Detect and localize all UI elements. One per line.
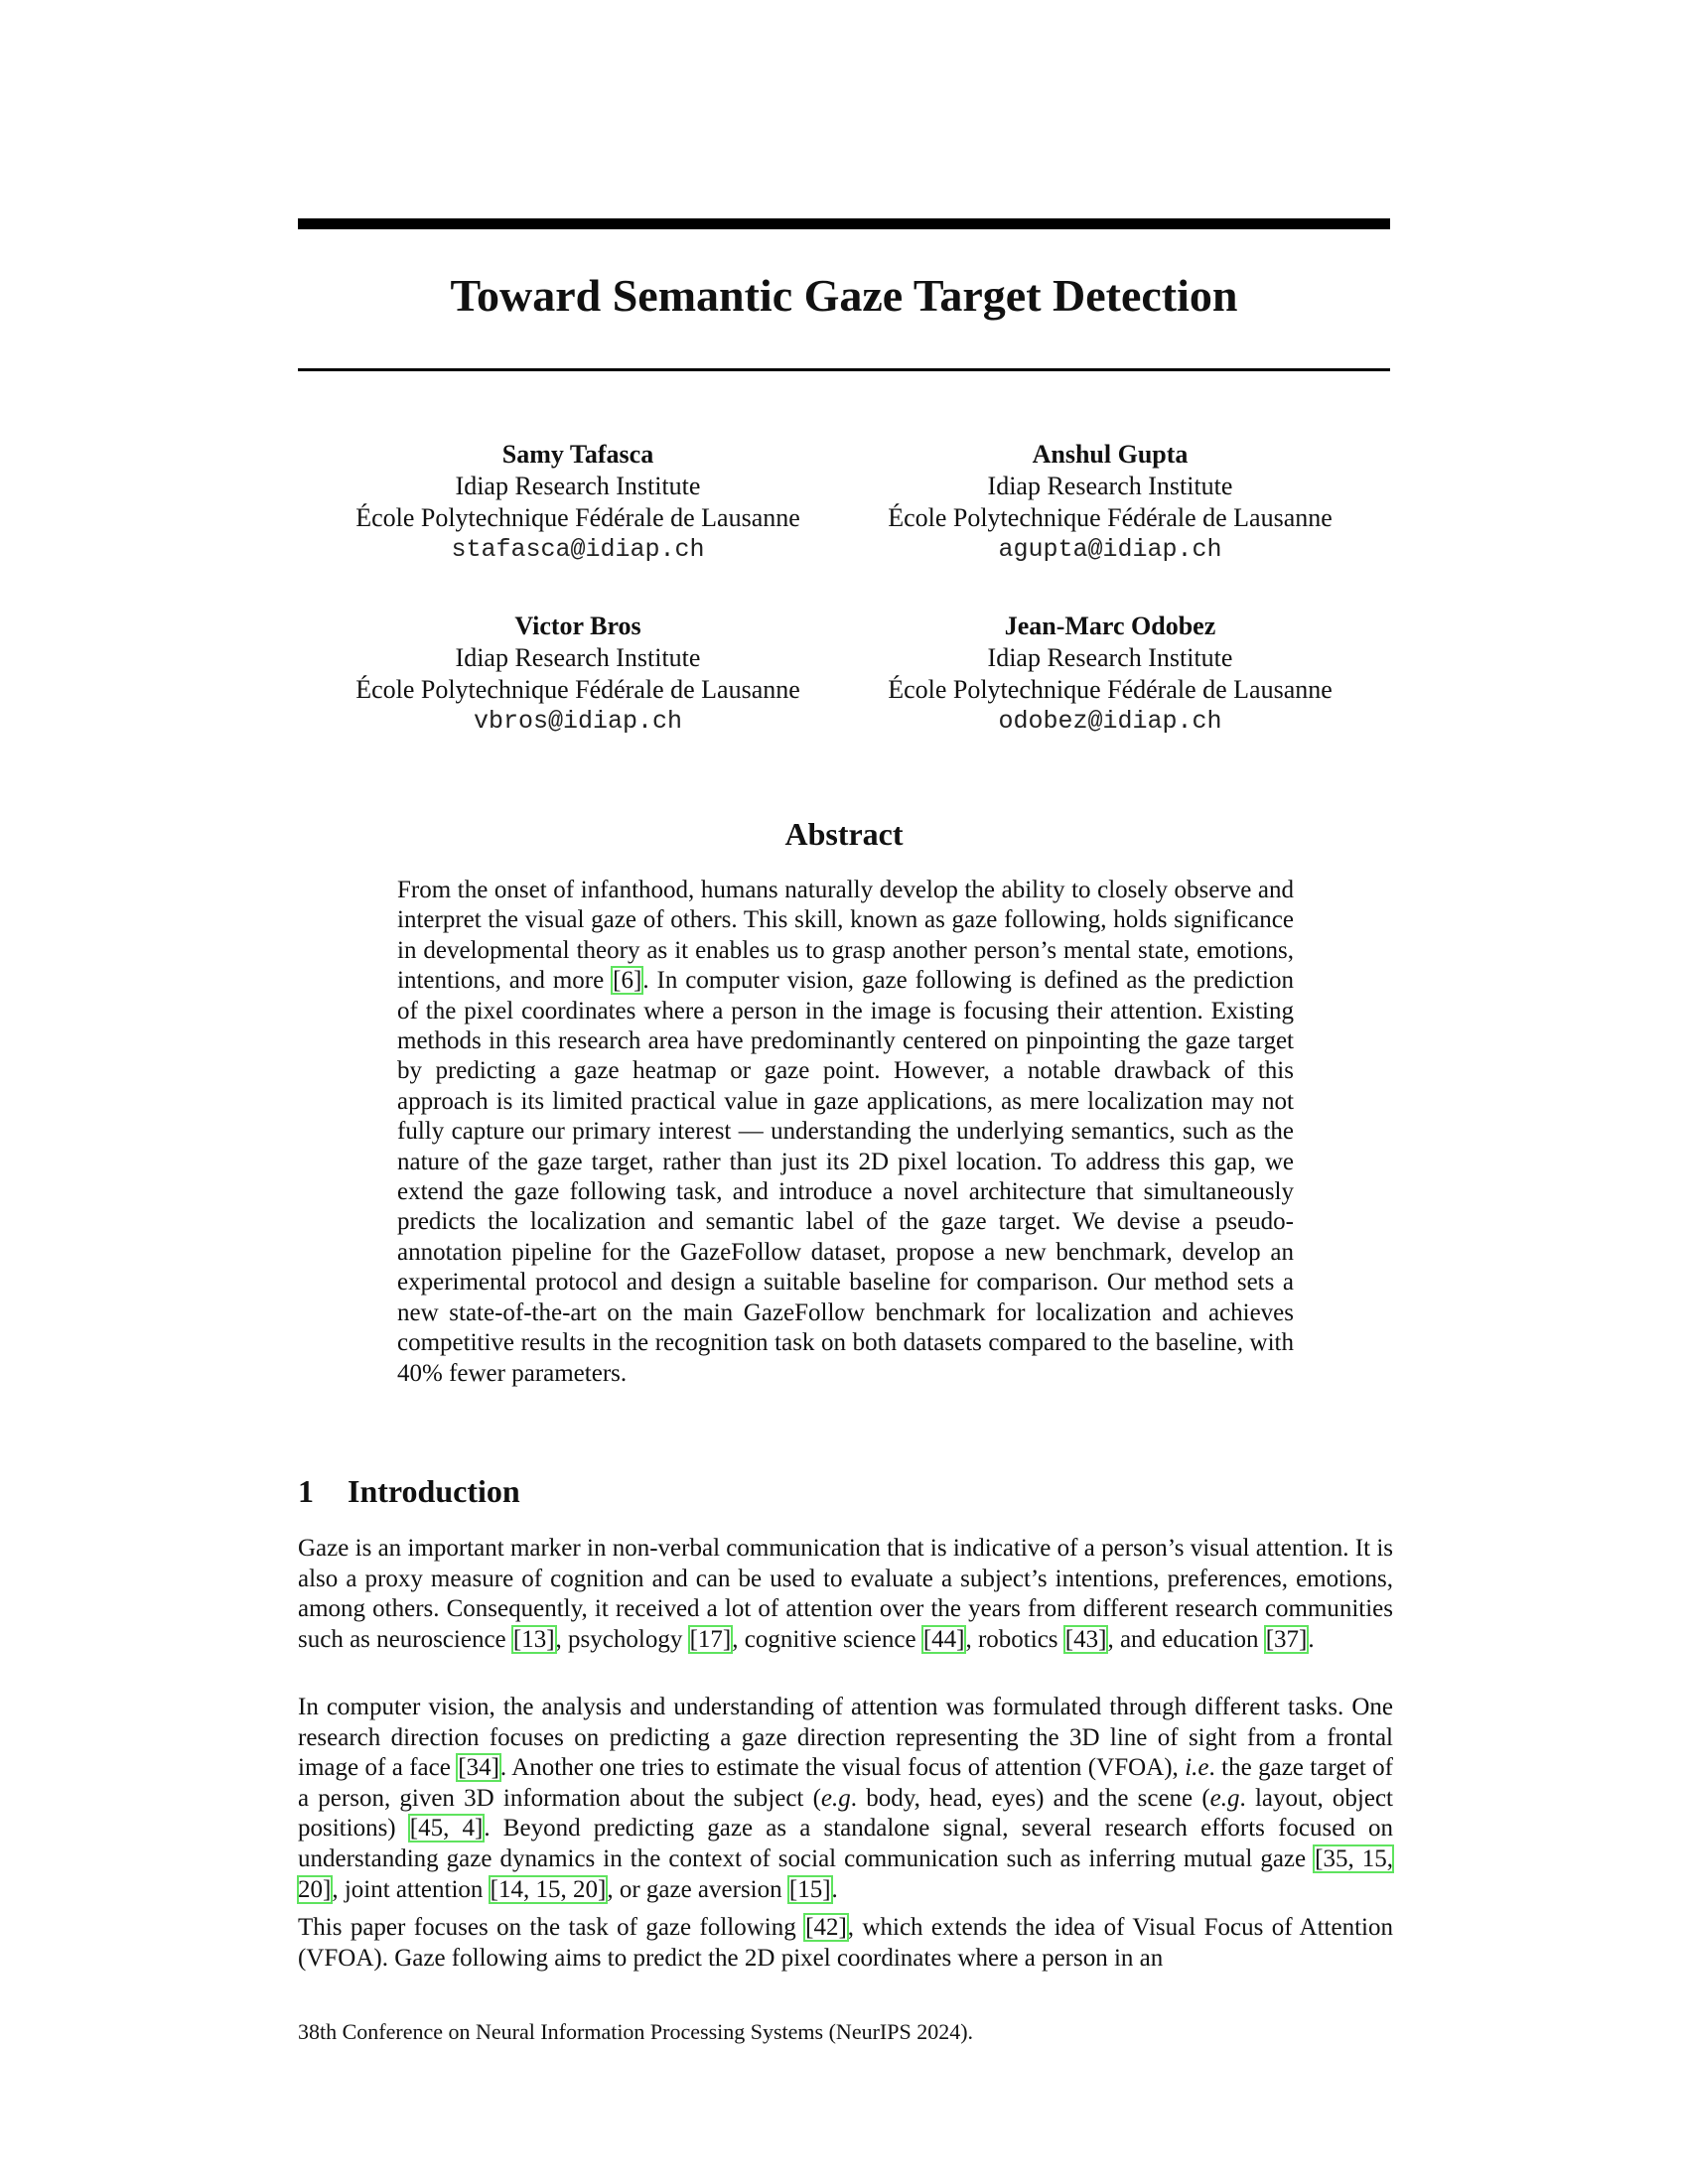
- author-affiliation: Idiap Research Institute: [455, 643, 701, 672]
- paragraph: [298, 1693, 1393, 1905]
- paragraph-text: . layout, object positions): [298, 1784, 1393, 1843]
- abstract-text: [397, 876, 1294, 1389]
- citation-link[interactable]: [35, 15, 20]: [298, 1844, 1393, 1903]
- citation-link[interactable]: [42]: [805, 1914, 847, 1941]
- citation-link[interactable]: [6]: [613, 967, 642, 995]
- author-affiliation: Idiap Research Institute: [987, 643, 1233, 672]
- paragraph-text: , joint attention: [332, 1875, 490, 1903]
- paragraph-text: In computer vision, the analysis and understanding of attention was formulated through different tasks. One research direction focuses on predicting a gaze direction representing the 3D line of sight from a frontal image of a face: [298, 1694, 1393, 1782]
- author-block: [300, 611, 856, 738]
- author-email[interactable]: stafasca@idiap.ch: [451, 535, 705, 564]
- paragraph-text: .: [1308, 1625, 1315, 1653]
- citation-link[interactable]: [43]: [1064, 1625, 1107, 1653]
- author-name: Samy Tafasca: [501, 440, 654, 469]
- citation-link[interactable]: [44]: [922, 1625, 965, 1653]
- author-block: [832, 611, 1388, 738]
- paragraph-text: . body, head, eyes) and the scene (: [850, 1784, 1210, 1812]
- author-affiliation: Idiap Research Institute: [455, 472, 701, 500]
- conference-footnote: 38th Conference on Neural Information Processing Systems (NeurIPS 2024).: [298, 2019, 974, 2044]
- author-email[interactable]: agupta@idiap.ch: [998, 535, 1222, 564]
- section-heading: [298, 1471, 520, 1511]
- author-name: Jean-Marc Odobez: [1004, 612, 1216, 640]
- abstract-text-part: From the onset of infanthood, humans naturally develop the ability to closely observe and interpret the visual gaze of others. This skill, known as gaze following, holds significance in developmental theory as it enables us to grasp another person’s mental state, emotions, intentions, and more: [397, 877, 1294, 995]
- author-school: École Polytechnique Fédérale de Lausanne: [355, 675, 800, 704]
- author-affiliation: Idiap Research Institute: [987, 472, 1233, 500]
- citation-link[interactable]: [45, 4]: [409, 1815, 484, 1843]
- citation-link[interactable]: [14, 15, 20]: [490, 1875, 607, 1903]
- title-top-rule: [298, 218, 1390, 229]
- author-block: [300, 439, 856, 566]
- section-number: 1: [298, 1473, 314, 1509]
- paragraph-text: , psychology: [555, 1625, 689, 1653]
- italic-abbreviation: e.g: [820, 1784, 851, 1812]
- author-school: École Polytechnique Fédérale de Lausanne: [888, 675, 1333, 704]
- author-email[interactable]: vbros@idiap.ch: [473, 707, 683, 736]
- paragraph-text: This paper focuses on the task of gaze following: [298, 1914, 805, 1941]
- citation-link[interactable]: [15]: [788, 1875, 831, 1903]
- paragraph-text: . the gaze target of a person, given 3D information about the subject (: [298, 1754, 1394, 1812]
- abstract-text-part: . In computer vision, gaze following is defined as the prediction of the pixel coordinates where a person in the image is focusing their attention. Existing methods in this research area have predominantly centered on pinpointing the gaze target by predicting a gaze heatmap or gaze point. However, a notable drawback of this approach is its limited practical value in gaze applications, as mere localization may not fully capture our primary interest — understanding the underlying semantics, such as the nature of the gaze target, rather than just its 2D pixel location. To address this gap, we extend the gaze following task, and introduce a novel architecture that simultaneously predicts the localization and semantic label of the gaze target. We devise a pseudo-annotation pipeline for the GazeFollow dataset, propose a new benchmark, develop an experimental protocol and design a suitable baseline for comparison. Our method sets a new state-of-the-art on the main GazeFollow benchmark for localization and achieves competitive results in the recognition task on both datasets compared to the baseline, with 40% fewer parameters.: [397, 967, 1294, 1387]
- paragraph: [298, 1913, 1393, 1974]
- author-school: École Polytechnique Fédérale de Lausanne: [355, 503, 800, 532]
- citation-link[interactable]: [13]: [512, 1625, 555, 1653]
- title-bottom-rule: [298, 368, 1390, 371]
- author-block: [832, 439, 1388, 566]
- author-email[interactable]: odobez@idiap.ch: [998, 707, 1222, 736]
- citation-link[interactable]: [37]: [1265, 1625, 1308, 1653]
- author-name: Victor Bros: [514, 612, 641, 640]
- paragraph-text: , robotics: [965, 1625, 1064, 1653]
- author-name: Anshul Gupta: [1032, 440, 1189, 469]
- citation-link[interactable]: [34]: [458, 1754, 499, 1782]
- paragraph-text: , or gaze aversion: [607, 1875, 788, 1903]
- author-school: École Polytechnique Fédérale de Lausanne: [888, 503, 1333, 532]
- italic-abbreviation: e.g: [1209, 1784, 1240, 1812]
- italic-abbreviation: i.e: [1185, 1754, 1209, 1782]
- citation-link[interactable]: [17]: [689, 1625, 732, 1653]
- paragraph-text: . Another one tries to estimate the visual focus of attention (VFOA),: [499, 1754, 1186, 1782]
- abstract-heading: Abstract: [784, 816, 904, 852]
- paragraph: [298, 1534, 1393, 1655]
- paragraph-text: , and education: [1107, 1625, 1265, 1653]
- section-title: Introduction: [348, 1473, 520, 1509]
- paragraph-text: Gaze is an important marker in non-verbal communication that is indicative of a person’s visual attention. It is also a proxy measure of cognition and can be used to evaluate a subject’s intentions, preferences, emotions, among others. Consequently, it received a lot of attention over the years from different research communities such as neuroscience: [298, 1535, 1393, 1653]
- paragraph-text: , cognitive science: [732, 1625, 922, 1653]
- paragraph-text: . Beyond predicting gaze as a standalone signal, several research efforts focused on understanding gaze dynamics in the context of social communication such as inferring mutual gaze: [298, 1815, 1393, 1872]
- paper-title: Toward Semantic Gaze Target Detection: [450, 270, 1238, 321]
- paragraph-text: .: [831, 1875, 838, 1903]
- paragraph-text: , which extends the idea of Visual Focus of Attention (VFOA). Gaze following aims to predict the 2D pixel coordinates where a person in an: [298, 1914, 1393, 1972]
